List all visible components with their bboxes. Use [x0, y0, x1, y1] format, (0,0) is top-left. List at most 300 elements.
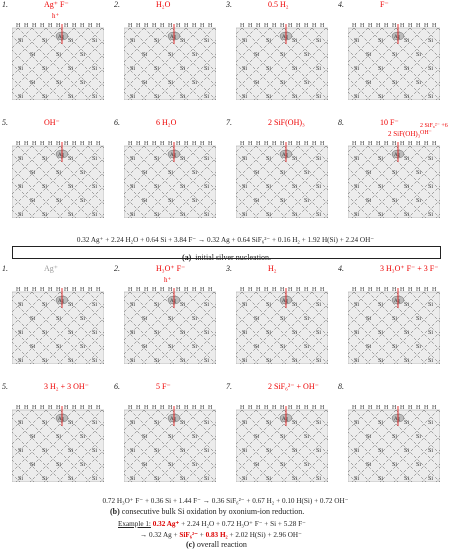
svg-text:H: H [376, 405, 381, 411]
svg-text:Si: Si [80, 198, 86, 204]
svg-text:Si: Si [18, 38, 24, 44]
svg-text:H: H [264, 405, 269, 411]
svg-text:Si: Si [378, 212, 384, 218]
svg-text:H: H [184, 287, 189, 293]
svg-text:Si: Si [404, 156, 410, 162]
a-panel-3-lattice [236, 22, 328, 100]
svg-text:Si: Si [292, 66, 298, 72]
b-panel-5-lattice [12, 404, 104, 482]
svg-text:Si: Si [204, 358, 210, 364]
svg-text:Si: Si [168, 344, 174, 350]
svg-text:Si: Si [204, 156, 210, 162]
svg-text:H: H [88, 287, 93, 293]
svg-text:H: H [400, 23, 405, 29]
svg-text:Si: Si [416, 52, 422, 58]
b-panel-3-label: H₂ [268, 264, 277, 273]
svg-text:Si: Si [30, 198, 36, 204]
svg-text:H: H [288, 23, 293, 29]
svg-text:Si: Si [254, 170, 260, 176]
a-panel-7-lattice [236, 140, 328, 218]
a-panel-2-number: 2. [114, 0, 120, 9]
svg-text:Si: Si [130, 302, 136, 308]
svg-text:H: H [152, 287, 157, 293]
svg-text:Si: Si [68, 448, 74, 454]
svg-text:Si: Si [428, 66, 434, 72]
svg-text:H: H [160, 23, 165, 29]
svg-text:Si: Si [378, 302, 384, 308]
svg-text:Si: Si [56, 80, 62, 86]
svg-text:Si: Si [68, 94, 74, 100]
svg-text:H: H [160, 141, 165, 147]
svg-text:H: H [208, 287, 213, 293]
svg-text:Si: Si [304, 80, 310, 86]
svg-text:Si: Si [254, 462, 260, 468]
svg-text:H: H [32, 405, 37, 411]
svg-text:H: H [144, 287, 149, 293]
svg-text:Ag: Ag [58, 153, 65, 158]
svg-text:H: H [248, 23, 253, 29]
a-panel-3-number: 3. [226, 0, 232, 9]
svg-text:Si: Si [68, 184, 74, 190]
svg-text:H: H [288, 141, 293, 147]
svg-text:Si: Si [404, 94, 410, 100]
svg-text:Si: Si [404, 66, 410, 72]
svg-text:Si: Si [366, 52, 372, 58]
svg-text:Si: Si [130, 66, 136, 72]
svg-text:Si: Si [130, 358, 136, 364]
b-panel-5-number: 5. [2, 382, 8, 391]
svg-text:H: H [360, 405, 365, 411]
svg-text:H: H [32, 287, 37, 293]
svg-text:Si: Si [192, 80, 198, 86]
svg-text:Si: Si [378, 448, 384, 454]
b-panel-2-sublabel: h⁺ [164, 276, 172, 284]
svg-text:H: H [288, 287, 293, 293]
svg-text:Si: Si [30, 344, 36, 350]
svg-text:Si: Si [80, 434, 86, 440]
svg-text:H: H [392, 287, 397, 293]
svg-text:Si: Si [42, 156, 48, 162]
svg-text:H: H [280, 23, 285, 29]
svg-text:Si: Si [266, 302, 272, 308]
svg-text:Si: Si [204, 330, 210, 336]
svg-text:Si: Si [280, 198, 286, 204]
svg-text:H: H [24, 141, 29, 147]
svg-text:Si: Si [428, 212, 434, 218]
svg-text:Si: Si [42, 420, 48, 426]
svg-text:H: H [56, 287, 61, 293]
svg-text:H: H [48, 141, 53, 147]
svg-text:H: H [256, 23, 261, 29]
svg-text:Si: Si [180, 302, 186, 308]
svg-text:Ag: Ag [282, 299, 289, 304]
svg-text:Si: Si [292, 448, 298, 454]
svg-text:H: H [208, 141, 213, 147]
svg-text:Si: Si [92, 66, 98, 72]
svg-text:Si: Si [92, 330, 98, 336]
svg-text:H: H [96, 141, 101, 147]
svg-text:H: H [208, 23, 213, 29]
svg-text:Si: Si [142, 316, 148, 322]
svg-text:H: H [16, 141, 21, 147]
svg-text:Si: Si [130, 156, 136, 162]
svg-text:Si: Si [366, 316, 372, 322]
svg-text:Si: Si [354, 212, 360, 218]
svg-text:H: H [200, 405, 205, 411]
svg-text:Si: Si [168, 52, 174, 58]
svg-text:H: H [128, 141, 133, 147]
svg-text:H: H [256, 405, 261, 411]
a-panel-8-extra: 2 SiF₆²⁻ +6 OH⁻ [420, 123, 448, 136]
svg-text:H: H [128, 287, 133, 293]
a-panel-1-sublabel: h⁺ [52, 12, 60, 20]
svg-text:H: H [168, 287, 173, 293]
svg-text:Si: Si [154, 476, 160, 482]
svg-text:H: H [264, 287, 269, 293]
svg-text:Si: Si [416, 434, 422, 440]
svg-text:Si: Si [56, 316, 62, 322]
svg-text:Si: Si [192, 170, 198, 176]
svg-text:Si: Si [130, 38, 136, 44]
svg-text:Si: Si [378, 184, 384, 190]
svg-text:Ag: Ag [394, 417, 401, 422]
svg-text:Si: Si [56, 434, 62, 440]
svg-text:Si: Si [204, 66, 210, 72]
svg-text:H: H [304, 23, 309, 29]
svg-text:H: H [48, 405, 53, 411]
svg-text:Si: Si [428, 448, 434, 454]
svg-text:Si: Si [316, 94, 322, 100]
svg-text:H: H [392, 141, 397, 147]
svg-text:Si: Si [242, 66, 248, 72]
b-panel-2-number: 2. [114, 264, 120, 273]
b-panel-6-lattice [124, 404, 216, 482]
svg-text:Si: Si [168, 198, 174, 204]
svg-text:H: H [64, 141, 69, 147]
svg-text:H: H [168, 405, 173, 411]
svg-text:Si: Si [280, 170, 286, 176]
svg-text:H: H [376, 141, 381, 147]
svg-text:Si: Si [242, 448, 248, 454]
svg-text:Si: Si [266, 184, 272, 190]
svg-text:Si: Si [18, 66, 24, 72]
svg-text:Si: Si [266, 420, 272, 426]
svg-text:H: H [168, 141, 173, 147]
svg-text:Si: Si [130, 420, 136, 426]
svg-text:Si: Si [168, 80, 174, 86]
svg-text:Si: Si [80, 170, 86, 176]
svg-text:Si: Si [292, 330, 298, 336]
b-panel-1-lattice [12, 286, 104, 364]
svg-text:Si: Si [56, 462, 62, 468]
svg-text:Si: Si [378, 94, 384, 100]
svg-text:H: H [160, 405, 165, 411]
svg-text:H: H [184, 141, 189, 147]
svg-text:H: H [56, 23, 61, 29]
svg-text:Si: Si [180, 476, 186, 482]
svg-text:Si: Si [266, 330, 272, 336]
svg-text:Si: Si [204, 420, 210, 426]
svg-text:Si: Si [378, 330, 384, 336]
svg-text:H: H [264, 23, 269, 29]
svg-text:H: H [72, 287, 77, 293]
b-panel-4-lattice [348, 286, 440, 364]
svg-text:H: H [384, 23, 389, 29]
svg-text:Si: Si [42, 358, 48, 364]
svg-text:H: H [192, 141, 197, 147]
svg-text:Si: Si [80, 52, 86, 58]
svg-text:H: H [32, 23, 37, 29]
svg-text:Si: Si [266, 358, 272, 364]
svg-text:Si: Si [392, 52, 398, 58]
svg-text:Si: Si [18, 302, 24, 308]
svg-text:Si: Si [42, 302, 48, 308]
svg-text:Si: Si [168, 434, 174, 440]
a-panel-4-lattice [348, 22, 440, 100]
b-panel-8-number: 8. [338, 382, 344, 391]
svg-text:H: H [392, 23, 397, 29]
svg-text:H: H [432, 141, 437, 147]
svg-text:Si: Si [154, 94, 160, 100]
svg-text:H: H [368, 23, 373, 29]
svg-text:Si: Si [42, 184, 48, 190]
svg-text:Si: Si [316, 156, 322, 162]
svg-text:Si: Si [30, 80, 36, 86]
a-panel-8-sublabel: 2 SiF(OH)₃ [388, 130, 421, 138]
svg-text:Si: Si [292, 94, 298, 100]
svg-text:Si: Si [192, 316, 198, 322]
svg-text:Si: Si [192, 344, 198, 350]
svg-text:Si: Si [316, 302, 322, 308]
svg-text:Si: Si [130, 330, 136, 336]
svg-text:Si: Si [180, 66, 186, 72]
svg-text:Si: Si [428, 330, 434, 336]
svg-text:H: H [72, 23, 77, 29]
svg-text:Si: Si [130, 94, 136, 100]
svg-text:Si: Si [192, 462, 198, 468]
svg-text:H: H [192, 405, 197, 411]
svg-text:H: H [272, 287, 277, 293]
svg-text:H: H [424, 287, 429, 293]
svg-text:Ag: Ag [394, 299, 401, 304]
svg-text:Si: Si [416, 462, 422, 468]
svg-text:Si: Si [416, 80, 422, 86]
svg-text:Si: Si [192, 52, 198, 58]
svg-text:Si: Si [180, 448, 186, 454]
svg-text:Si: Si [254, 198, 260, 204]
svg-text:H: H [296, 287, 301, 293]
svg-text:H: H [392, 405, 397, 411]
svg-text:Si: Si [428, 38, 434, 44]
svg-text:H: H [192, 23, 197, 29]
svg-text:Si: Si [80, 80, 86, 86]
svg-text:H: H [400, 141, 405, 147]
svg-text:Si: Si [316, 358, 322, 364]
svg-text:H: H [384, 405, 389, 411]
svg-text:Si: Si [280, 434, 286, 440]
svg-text:Si: Si [354, 420, 360, 426]
svg-text:Si: Si [404, 476, 410, 482]
svg-text:Si: Si [392, 434, 398, 440]
svg-text:Si: Si [180, 330, 186, 336]
svg-text:Si: Si [18, 184, 24, 190]
svg-text:Si: Si [316, 184, 322, 190]
svg-text:Si: Si [292, 212, 298, 218]
a-panel-2-label: H₂O [156, 0, 171, 9]
svg-text:H: H [144, 405, 149, 411]
svg-text:Si: Si [254, 52, 260, 58]
svg-text:H: H [312, 405, 317, 411]
svg-text:H: H [272, 405, 277, 411]
svg-text:Si: Si [404, 184, 410, 190]
svg-text:H: H [240, 405, 245, 411]
svg-text:Si: Si [242, 212, 248, 218]
svg-text:Si: Si [366, 462, 372, 468]
svg-text:Si: Si [204, 448, 210, 454]
svg-text:Si: Si [18, 358, 24, 364]
a-panel-5-number: 5. [2, 118, 8, 127]
svg-text:H: H [56, 405, 61, 411]
svg-text:Si: Si [404, 302, 410, 308]
svg-text:H: H [296, 405, 301, 411]
svg-text:Si: Si [18, 330, 24, 336]
svg-text:Si: Si [18, 212, 24, 218]
b-panel-3-lattice [236, 286, 328, 364]
svg-text:H: H [432, 287, 437, 293]
svg-text:Si: Si [192, 198, 198, 204]
svg-text:H: H [64, 23, 69, 29]
svg-text:Si: Si [366, 434, 372, 440]
svg-text:Si: Si [154, 358, 160, 364]
svg-text:Si: Si [366, 198, 372, 204]
svg-text:H: H [24, 287, 29, 293]
svg-text:Si: Si [92, 302, 98, 308]
b-panel-8-lattice [348, 404, 440, 482]
svg-text:Si: Si [316, 38, 322, 44]
svg-text:Si: Si [242, 358, 248, 364]
svg-text:Si: Si [266, 94, 272, 100]
svg-text:Si: Si [428, 184, 434, 190]
svg-text:Si: Si [92, 448, 98, 454]
svg-text:H: H [144, 23, 149, 29]
svg-text:Si: Si [392, 170, 398, 176]
svg-text:Si: Si [280, 344, 286, 350]
svg-text:Ag: Ag [282, 153, 289, 158]
svg-text:H: H [40, 405, 45, 411]
svg-text:H: H [408, 23, 413, 29]
svg-text:Si: Si [92, 476, 98, 482]
svg-text:H: H [240, 141, 245, 147]
svg-text:Si: Si [378, 420, 384, 426]
b-panel-7-label: 2 SiF₆²⁻ + OH⁻ [268, 382, 319, 391]
svg-text:Si: Si [292, 38, 298, 44]
b-panel-4-number: 4. [338, 264, 344, 273]
svg-text:Si: Si [154, 38, 160, 44]
b-panel-5-label: 3 H₂ + 3 OH⁻ [44, 382, 89, 391]
svg-text:H: H [360, 287, 365, 293]
svg-text:H: H [64, 405, 69, 411]
svg-text:H: H [152, 405, 157, 411]
svg-text:Si: Si [266, 38, 272, 44]
svg-text:H: H [80, 141, 85, 147]
a-panel-3-label: 0.5 H₂ [268, 0, 289, 9]
a-panel-5-lattice [12, 140, 104, 218]
svg-text:Si: Si [154, 302, 160, 308]
svg-text:Si: Si [366, 344, 372, 350]
svg-text:Si: Si [392, 198, 398, 204]
svg-text:H: H [176, 405, 181, 411]
svg-text:H: H [88, 405, 93, 411]
svg-text:Si: Si [92, 358, 98, 364]
svg-text:H: H [96, 405, 101, 411]
svg-text:H: H [72, 141, 77, 147]
svg-text:Si: Si [416, 170, 422, 176]
svg-text:Si: Si [292, 156, 298, 162]
svg-text:Si: Si [304, 434, 310, 440]
svg-text:Si: Si [428, 476, 434, 482]
svg-text:Ag: Ag [58, 299, 65, 304]
b-panel-6-label: 5 F⁻ [156, 382, 171, 391]
svg-text:H: H [176, 141, 181, 147]
equation-a: 0.32 Ag⁺ + 2.24 H₂O + 0.64 Si + 3.84 F⁻ → 0.32 Ag + 0.64 SiF₆²⁻ + 0.16 H₂ + 1.92 H(Si) + 2.24 OH⁻ [76, 236, 375, 244]
svg-text:H: H [320, 141, 325, 147]
svg-text:Si: Si [404, 358, 410, 364]
svg-text:Si: Si [266, 476, 272, 482]
svg-text:Si: Si [68, 156, 74, 162]
svg-text:H: H [80, 287, 85, 293]
svg-text:H: H [176, 287, 181, 293]
svg-text:Si: Si [366, 170, 372, 176]
svg-text:H: H [96, 23, 101, 29]
example-line-1: Example 1: 0.32 Ag⁺ + 2.24 H₂O + 0.72 H₃O⁺ F⁻ + Si + 5.28 F⁻ [118, 520, 306, 528]
svg-text:H: H [360, 141, 365, 147]
svg-text:H: H [432, 23, 437, 29]
svg-text:H: H [400, 405, 405, 411]
a-panel-5-label: OH⁻ [44, 118, 60, 127]
svg-text:H: H [200, 23, 205, 29]
svg-text:H: H [272, 141, 277, 147]
svg-text:H: H [304, 405, 309, 411]
b-panel-7-number: 7. [226, 382, 232, 391]
svg-text:H: H [24, 23, 29, 29]
svg-text:Si: Si [354, 448, 360, 454]
svg-text:Si: Si [180, 94, 186, 100]
svg-text:Si: Si [30, 170, 36, 176]
b-panel-7-lattice [236, 404, 328, 482]
svg-text:Si: Si [428, 302, 434, 308]
svg-text:Si: Si [354, 38, 360, 44]
svg-text:H: H [176, 23, 181, 29]
a-panel-4-number: 4. [338, 0, 344, 9]
svg-text:Si: Si [92, 212, 98, 218]
svg-text:H: H [264, 141, 269, 147]
svg-text:Si: Si [154, 212, 160, 218]
b-panel-6-number: 6. [114, 382, 120, 391]
svg-text:H: H [384, 287, 389, 293]
b-panel-3-number: 3. [226, 264, 232, 273]
svg-text:Si: Si [354, 94, 360, 100]
svg-text:H: H [360, 23, 365, 29]
svg-text:Si: Si [42, 38, 48, 44]
svg-text:H: H [408, 405, 413, 411]
svg-text:Si: Si [392, 344, 398, 350]
svg-text:Si: Si [266, 66, 272, 72]
b-panel-4-label: 3 H₃O⁺ F⁻ + 3 F⁻ [380, 264, 439, 273]
a-panel-7-number: 7. [226, 118, 232, 127]
svg-text:Si: Si [404, 420, 410, 426]
svg-text:H: H [96, 287, 101, 293]
svg-text:Si: Si [304, 198, 310, 204]
